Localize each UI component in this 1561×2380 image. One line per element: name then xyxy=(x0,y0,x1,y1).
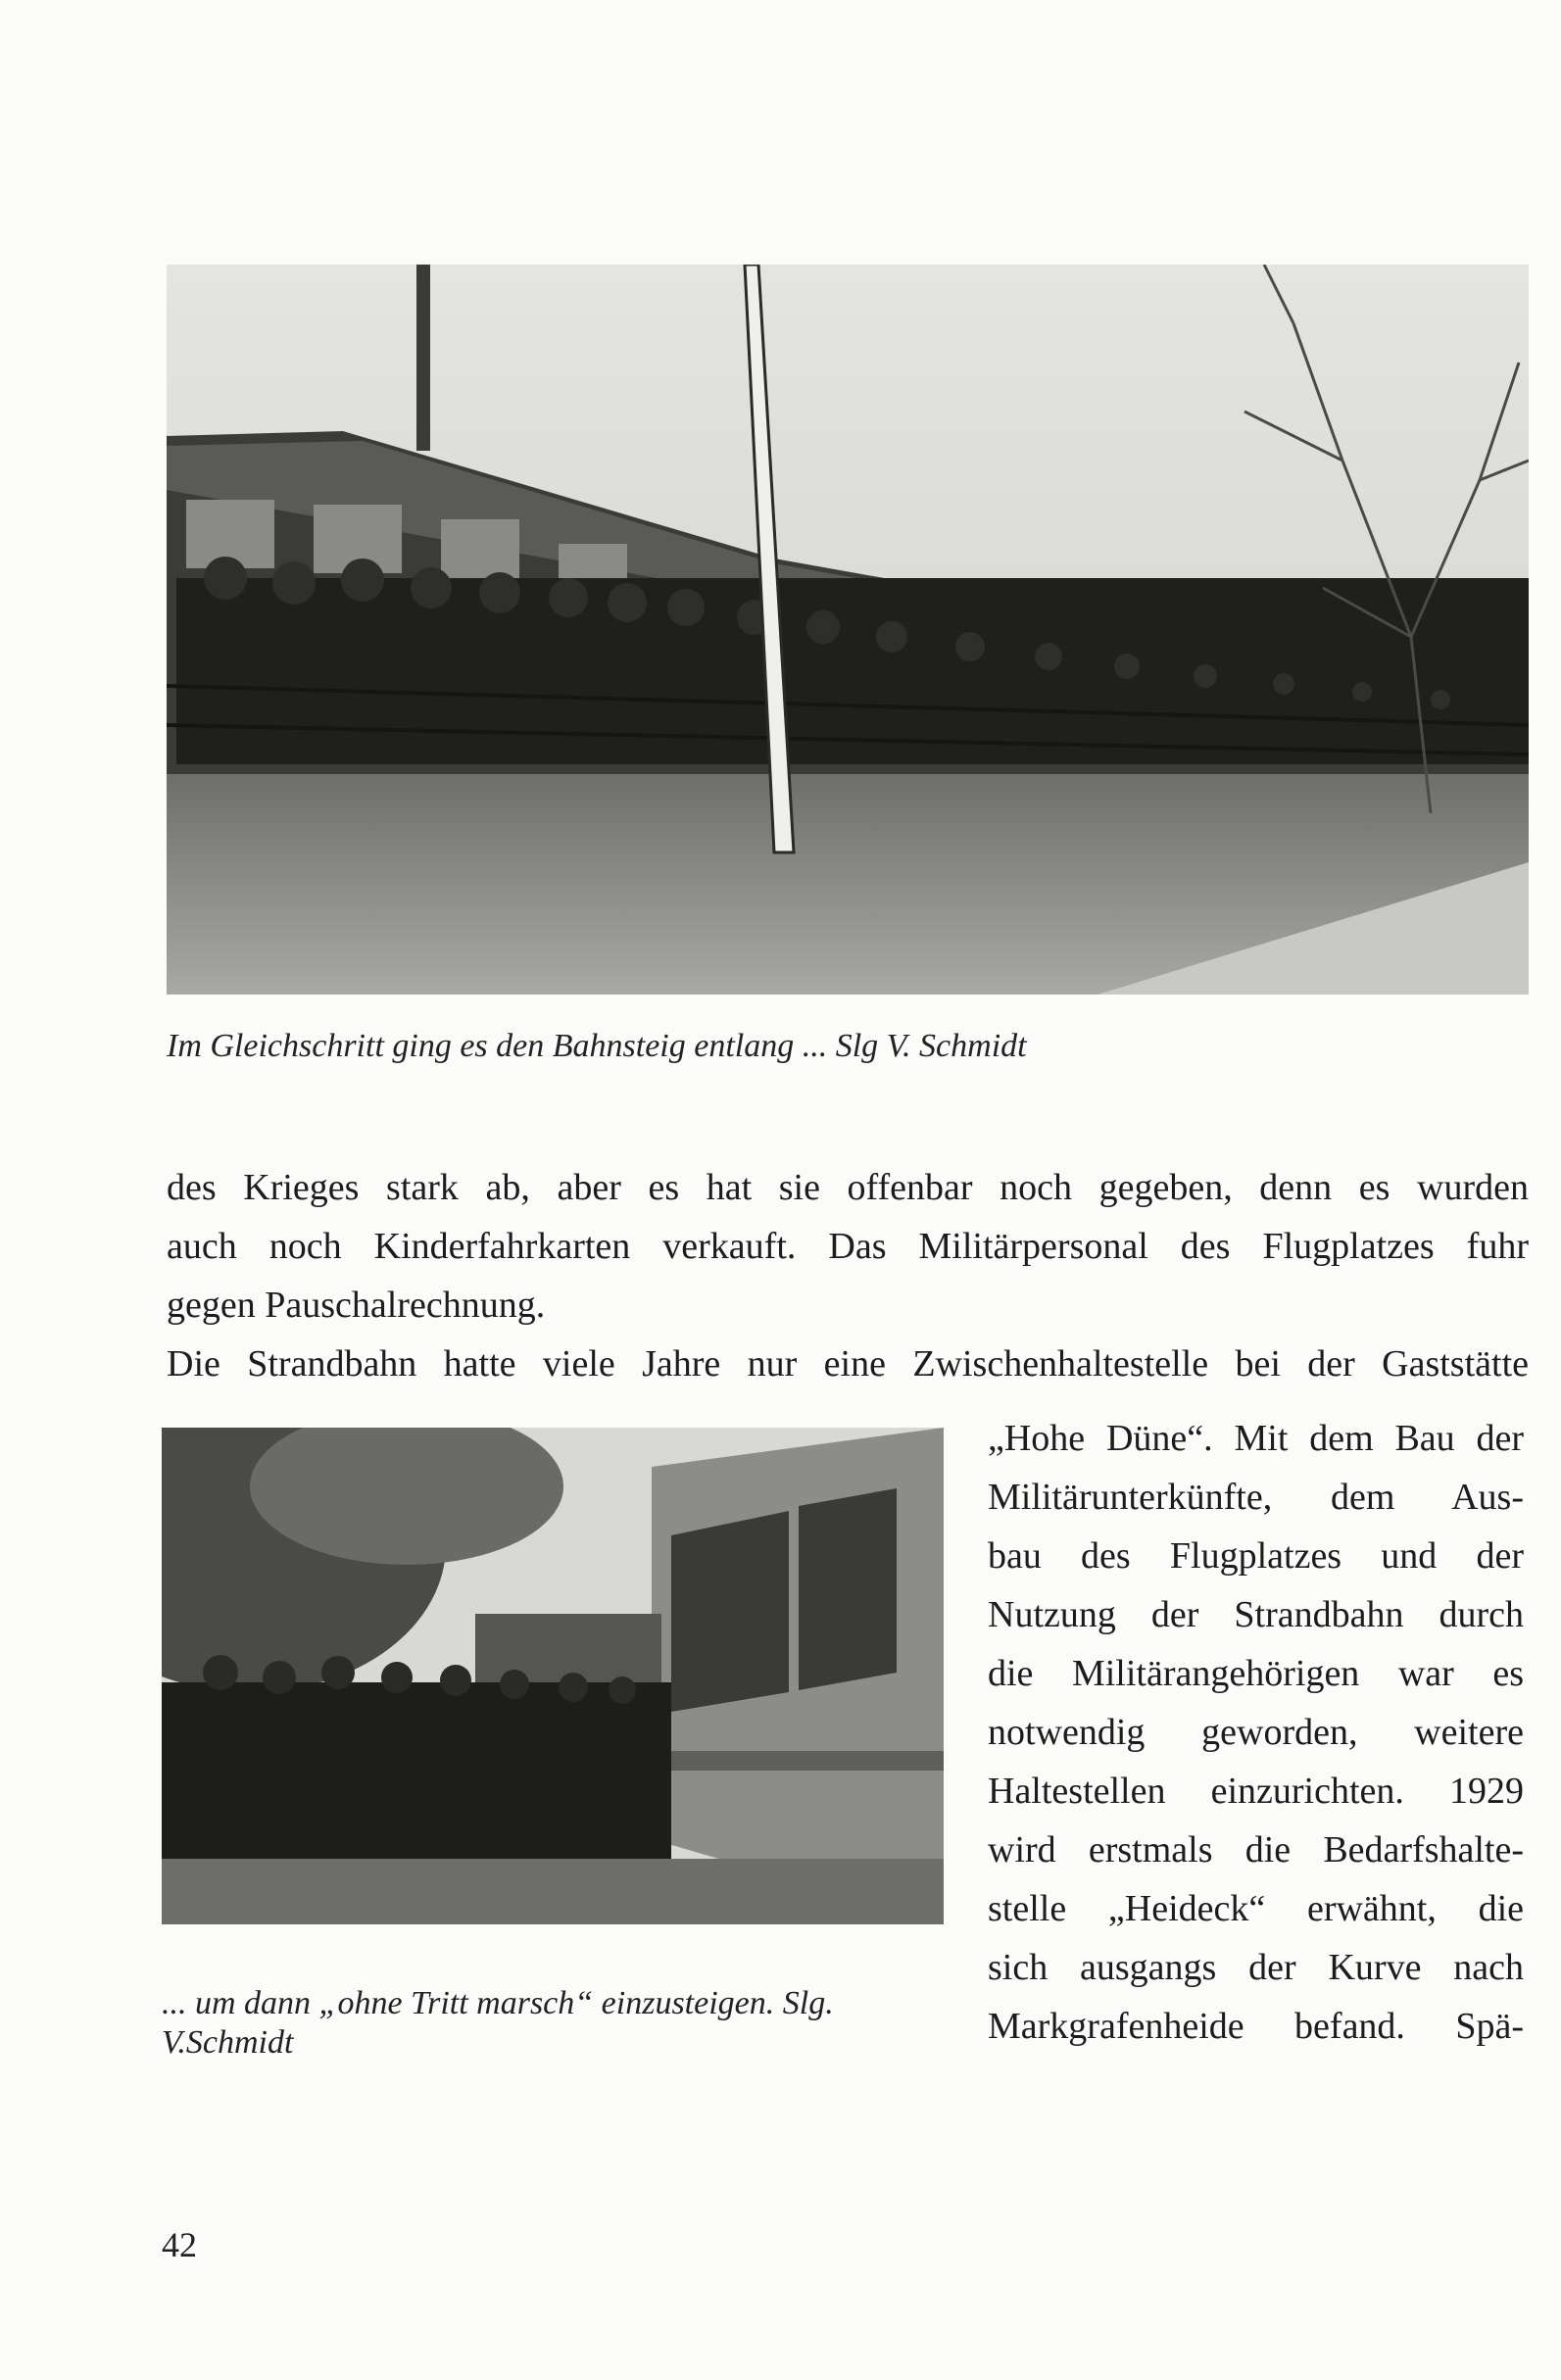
photo-caption-bottom xyxy=(162,1984,946,2063)
text-line: des Krieges stark ab, aber es hat sie offenbar noch gegeben, denn es wurden xyxy=(167,1167,1529,1208)
caption-line: V.Schmidt xyxy=(162,2024,294,2061)
text-line: Militärunterkünfte, dem Aus- xyxy=(988,1477,1524,1518)
text-line: wird erstmals die Bedarfshalte- xyxy=(988,1829,1524,1870)
text-line: sich ausgangs der Kurve nach xyxy=(988,1947,1524,1988)
text-line: „Hohe Düne“. Mit dem Bau der xyxy=(988,1418,1524,1459)
body-paragraph xyxy=(167,1158,1529,1393)
caption-line: ... um dann „ohne Tritt marsch“ einzusteigen. Slg. xyxy=(162,1985,834,2021)
text-line: Die Strandbahn hatte viele Jahre nur eine Zwischenhaltestelle bei der Gaststätte xyxy=(167,1343,1529,1384)
text-line: Markgrafenheide befand. Spä- xyxy=(988,2006,1524,2047)
photo-soldiers-boarding xyxy=(162,1428,944,1924)
text-line: die Militärangehörigen war es xyxy=(988,1653,1524,1694)
text-line: stelle „Heideck“ erwähnt, die xyxy=(988,1888,1524,1929)
text-line: notwendig geworden, weitere xyxy=(988,1712,1524,1753)
text-line: auch noch Kinderfahrkarten verkauft. Das Militärpersonal des Flugplatzes fuhr xyxy=(167,1226,1529,1267)
photo-caption-top: Im Gleichschritt ging es den Bahnsteig entlang ... Slg V. Schmidt xyxy=(167,1028,1027,1064)
text-line: bau des Flugplatzes und der xyxy=(988,1535,1524,1577)
photo-soldiers-platform xyxy=(167,265,1529,995)
page-number: 42 xyxy=(162,2225,197,2264)
text-line: Haltestellen einzurichten. 1929 xyxy=(988,1771,1524,1812)
text-line: gegen Pauschalrechnung. xyxy=(167,1285,546,1326)
side-column-text xyxy=(988,1409,1524,2056)
text-line: Nutzung der Strandbahn durch xyxy=(988,1594,1524,1635)
